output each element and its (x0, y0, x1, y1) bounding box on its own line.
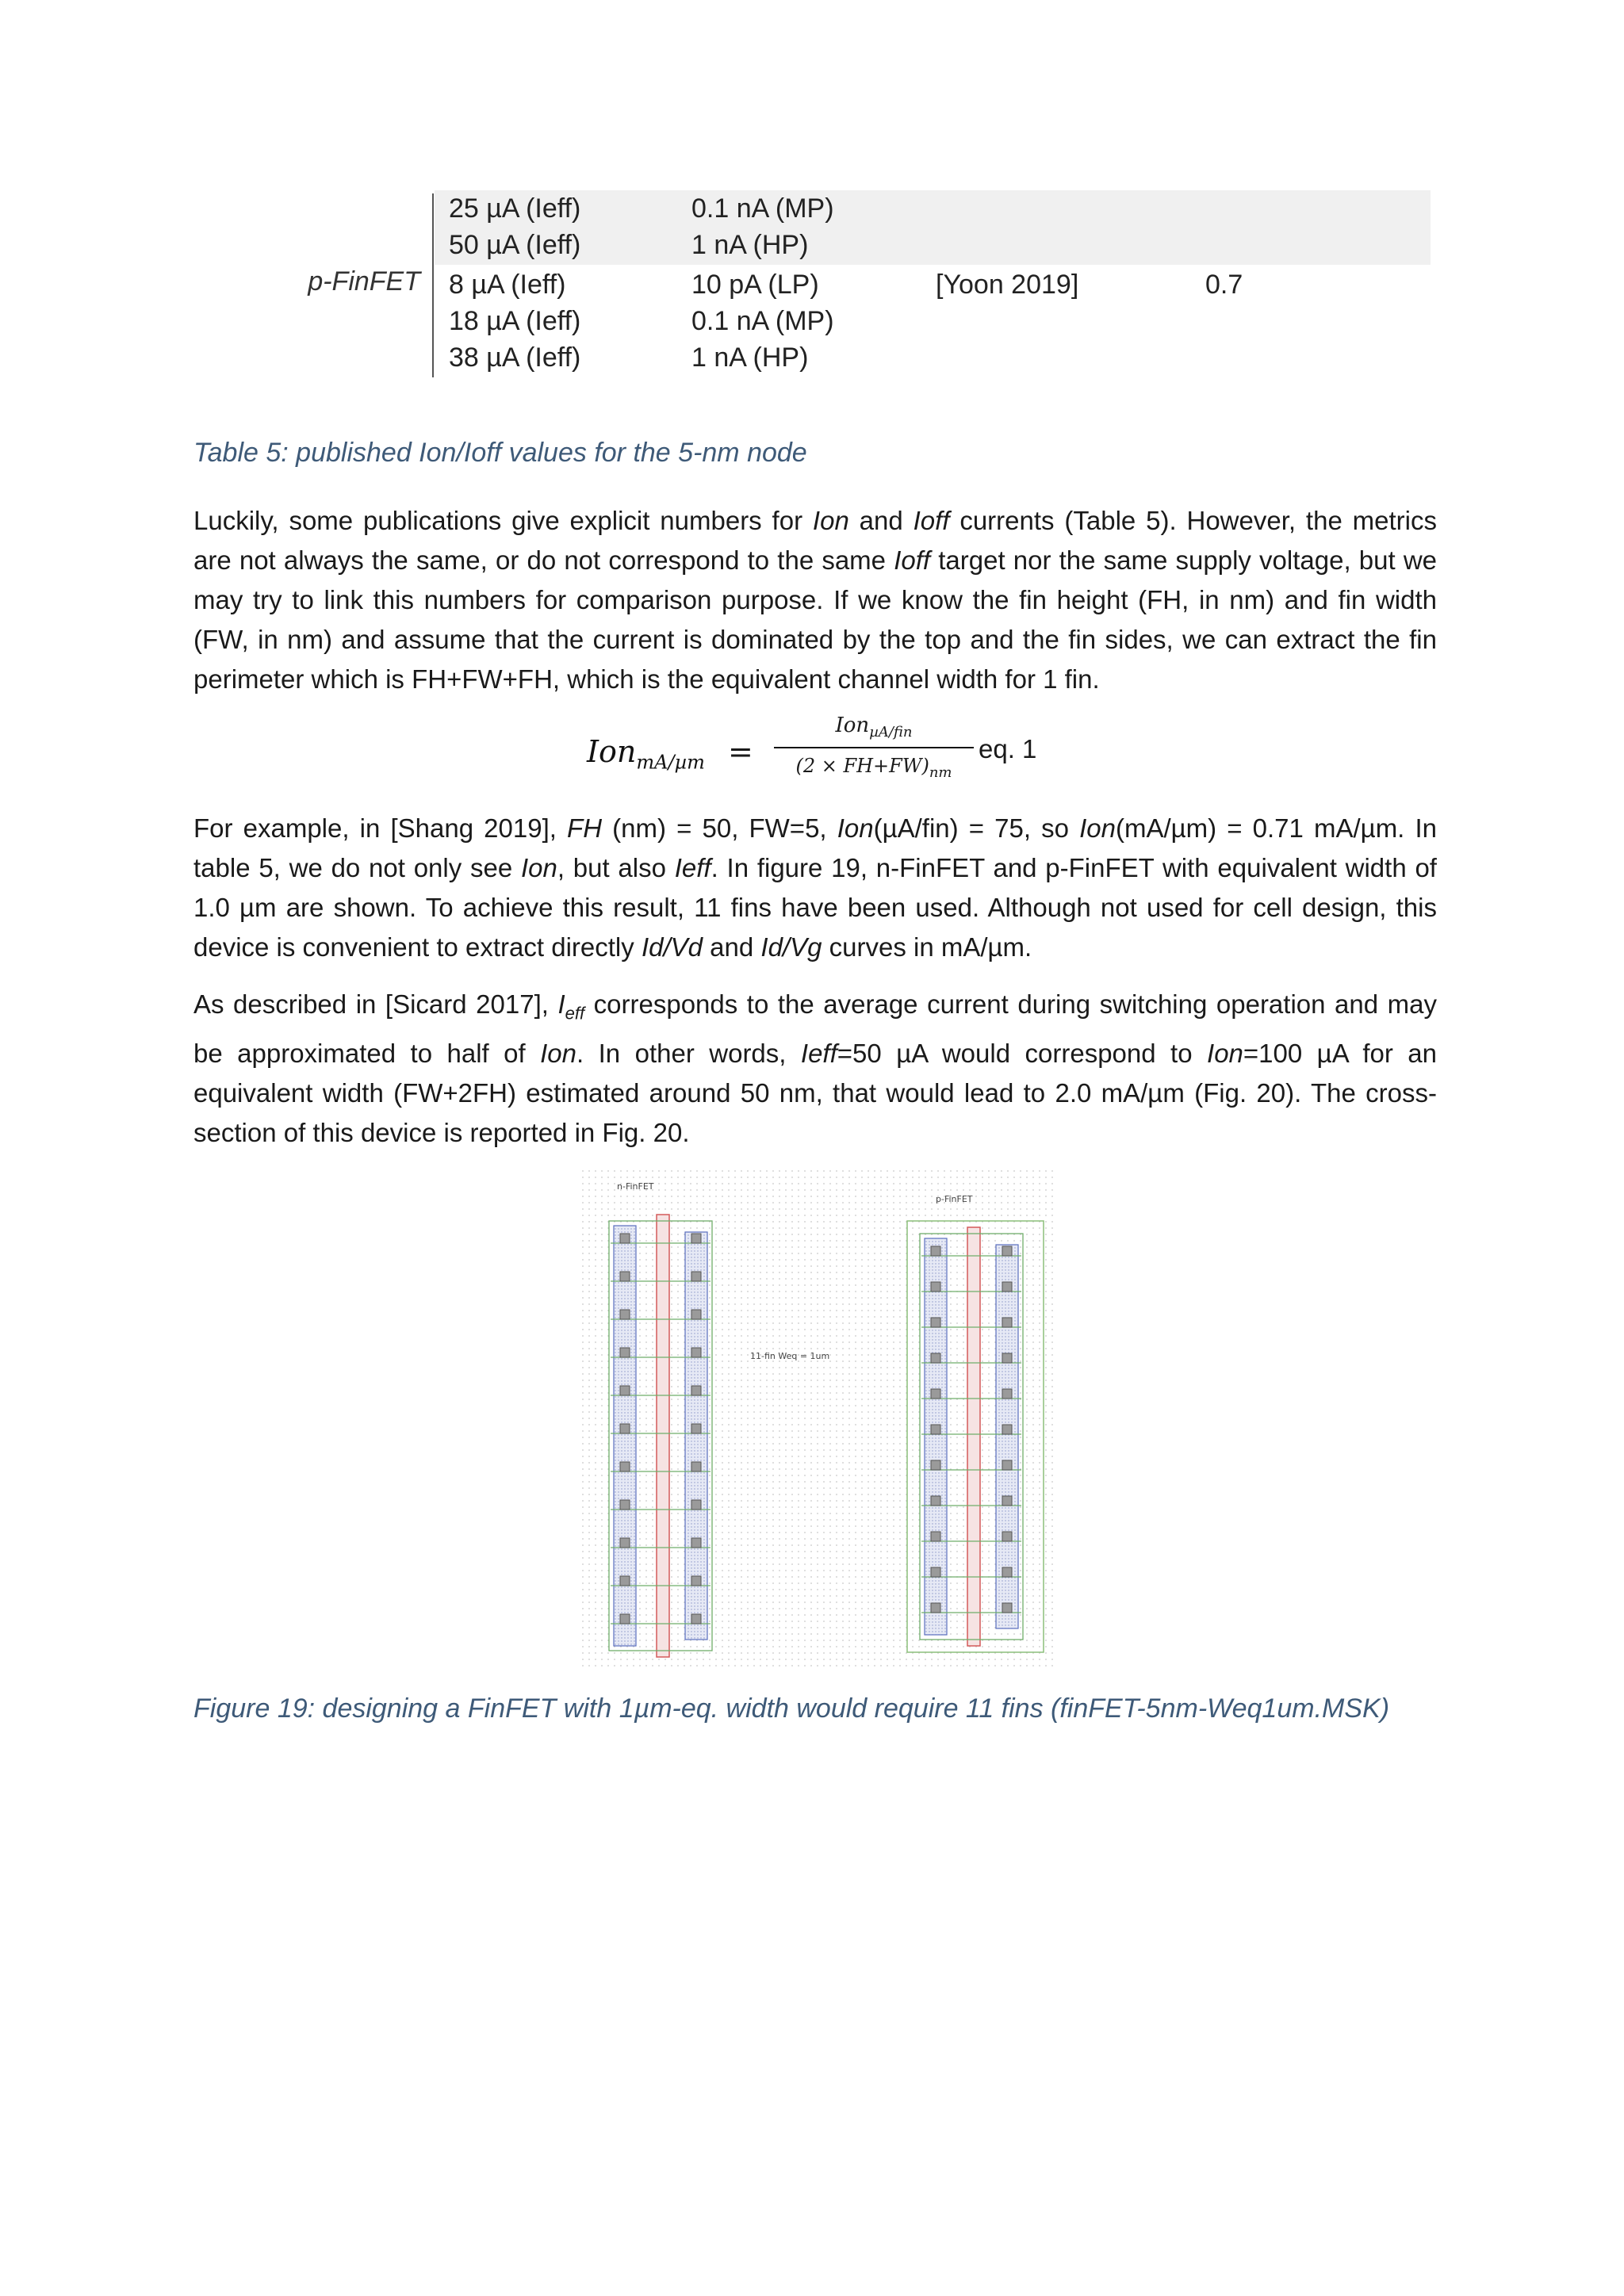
source-contact (620, 1538, 630, 1548)
n-finfet-device (609, 1215, 712, 1657)
equation-equals: = (728, 734, 753, 769)
equation-numerator-symbol: Ion (835, 714, 870, 737)
table-cell-ioff: 0.1 nA (MP) (691, 193, 834, 224)
drain-contact (691, 1538, 701, 1548)
source-contact (620, 1614, 630, 1624)
source-contact (931, 1282, 940, 1292)
table-shaded-band (435, 190, 1431, 265)
equation-fraction-bar (774, 747, 974, 748)
p-finfet-device (907, 1221, 1044, 1652)
text-run-italic: Ioff (913, 506, 950, 535)
text-run-italic: I (557, 989, 565, 1019)
text-run: =100 µA for an equivalent width (FW+2FH) estimated around 50 nm, that would lead to 2.0 mA/µm (Fig. 20). The cross-section of this device is reported in Fig. 20. (193, 1038, 1437, 1147)
text-run-italic: Id/Vd (641, 932, 703, 962)
table-cell-ioff: 1 nA (HP) (691, 342, 809, 373)
equation-denominator (774, 755, 974, 781)
source-contact (931, 1425, 940, 1434)
text-run: (µA/fin) = 75, so (873, 813, 1080, 843)
text-run: . In figure 19, n-FinFET and p-FinFET with equivalent width of 1.0 µm are shown. To achieve this result, 11 fins have been used. Although not used for cell design, this device is convenient to extract directly (193, 853, 1437, 962)
source-contact (931, 1353, 940, 1363)
text-run: target nor the same supply voltage, but we may try to link this numbers for comparison purpose. If we know the fin height (FH, in nm) and fin width (FW, in nm) and assume that the current is dominated by the top and the fin sides, we can extract the fin perimeter which is FH+FW+FH, which is the equivalent channel width for 1 fin. (193, 545, 1438, 694)
ion-ioff-table (301, 190, 1443, 381)
equation-numerator (774, 714, 974, 740)
text-run-italic: Ion (540, 1038, 577, 1068)
text-run: . In other words, (576, 1038, 801, 1068)
drain-contact (1002, 1496, 1012, 1506)
source-contact (620, 1386, 630, 1395)
source-contact (931, 1496, 940, 1506)
equation-lhs (587, 734, 705, 774)
drain-contact (691, 1424, 701, 1433)
text-run-italic: Id/Vg (760, 932, 822, 962)
source-contact (620, 1348, 630, 1357)
table-cell-reference: [Yoon 2019] (936, 270, 1079, 300)
text-run: corresponds to the average current during switching operation and may be approximated to half of (193, 989, 1437, 1068)
table-cell-ion: 38 µA (Ieff) (449, 342, 581, 373)
equation-lhs-symbol: Ion (587, 734, 637, 769)
drain-contact (691, 1462, 701, 1471)
text-run-italic: Ion (520, 853, 557, 882)
drain-contact (1002, 1318, 1012, 1327)
text-run: =50 µA would correspond to (837, 1038, 1208, 1068)
text-run-italic: Ion (837, 813, 874, 843)
table-cell-ion: 8 µA (Ieff) (449, 270, 566, 300)
text-run-italic: Ioff (894, 545, 931, 575)
table-caption: Table 5: published Ion/Ioff values for the 5-nm node (193, 438, 807, 468)
text-run: currents (Table 5). However, the metrics are not always the same, or do not correspond to the same (193, 506, 1437, 575)
source-contact (620, 1310, 630, 1319)
source-contact (620, 1272, 630, 1281)
table-divider (432, 193, 434, 377)
drain-contact (691, 1272, 701, 1281)
equation-lhs-subscript: mA/µm (636, 751, 705, 774)
table-cell-ion: 50 µA (Ieff) (449, 230, 581, 260)
drain-contact (1002, 1425, 1012, 1434)
drain-contact (1002, 1353, 1012, 1363)
source-contact (931, 1460, 940, 1470)
text-run-italic: Ion (1207, 1038, 1243, 1068)
text-run-italic: Ieff (800, 1038, 837, 1068)
figure-caption: Figure 19: designing a FinFET with 1µm-eq. width would require 11 fins (finFET-5nm-Weq1um.MSK) (193, 1693, 1390, 1724)
drain-contact (1002, 1389, 1012, 1399)
source-contact (931, 1603, 940, 1613)
drain-contact (1002, 1567, 1012, 1577)
drain-contact (691, 1348, 701, 1357)
table-cell-ion: 18 µA (Ieff) (449, 306, 581, 336)
source-contact (620, 1424, 630, 1433)
text-run: , but also (557, 853, 675, 882)
text-run: Luckily, some publications give explicit numbers for (193, 506, 813, 535)
text-run: and (848, 506, 914, 535)
finfet-layout-figure (582, 1170, 1058, 1671)
source-contact (931, 1532, 940, 1541)
equation-denominator-subscript: nm (929, 763, 952, 781)
layout-grid (582, 1170, 1058, 1671)
drain-contact (691, 1310, 701, 1319)
table-cell-ioff: 10 pA (LP) (691, 270, 819, 300)
fin-count-label: 11-fin Weq = 1um (750, 1351, 830, 1361)
text-run-italic: Ion (812, 506, 849, 535)
equation-numerator-subscript: µA/fin (869, 724, 913, 741)
text-run-subscript: eff (565, 1003, 585, 1024)
text-run: (mA/µm) = 0.71 mA/µm. In table 5, we do not only see (193, 813, 1437, 882)
layout-drawing (582, 1170, 1058, 1671)
drain-contact (1002, 1532, 1012, 1541)
table-cell-ion: 25 µA (Ieff) (449, 193, 581, 224)
table-cell-vdd: 0.7 (1205, 270, 1243, 300)
text-run-italic: FH (567, 813, 603, 843)
drain-contact (1002, 1246, 1012, 1256)
source-contact (931, 1246, 940, 1256)
source-contact (620, 1500, 630, 1510)
equation-1 (587, 714, 1142, 801)
source-contact (931, 1389, 940, 1399)
paragraph-example (193, 809, 1437, 967)
drain-contact (691, 1234, 701, 1243)
source-contact (931, 1318, 940, 1327)
table-row-label: p-FinFET (308, 266, 420, 297)
source-contact (620, 1576, 630, 1586)
n-finfet-label: n-FinFET (617, 1181, 654, 1192)
text-run: For example, in [Shang 2019], (193, 813, 568, 843)
text-run-italic: Ieff (674, 853, 711, 882)
equation-denominator-expr: (2 × FH+FW) (795, 755, 929, 777)
text-run: and (703, 932, 761, 962)
source-contact (931, 1567, 940, 1577)
equation-tag: eq. 1 (979, 734, 1037, 763)
text-run: curves in mA/µm. (822, 932, 1032, 962)
text-run: As described in [Sicard 2017], (193, 989, 558, 1019)
drain-contact (691, 1614, 701, 1624)
drain-contact (1002, 1282, 1012, 1292)
drain-contact (691, 1386, 701, 1395)
text-run: (nm) = 50, FW=5, (602, 813, 837, 843)
table-cell-ioff: 0.1 nA (MP) (691, 306, 834, 336)
p-finfet-label: p-FinFET (936, 1194, 973, 1204)
table-cell-ioff: 1 nA (HP) (691, 230, 809, 260)
drain-contact (1002, 1603, 1012, 1613)
paragraph-ion-ioff (193, 501, 1437, 699)
source-contact (620, 1462, 630, 1471)
drain-contact (691, 1576, 701, 1586)
text-run-italic: Ion (1079, 813, 1116, 843)
drain-contact (691, 1500, 701, 1510)
paragraph-ieff (193, 985, 1437, 1153)
drain-contact (1002, 1460, 1012, 1470)
source-contact (620, 1234, 630, 1243)
gate-poly (967, 1227, 980, 1646)
